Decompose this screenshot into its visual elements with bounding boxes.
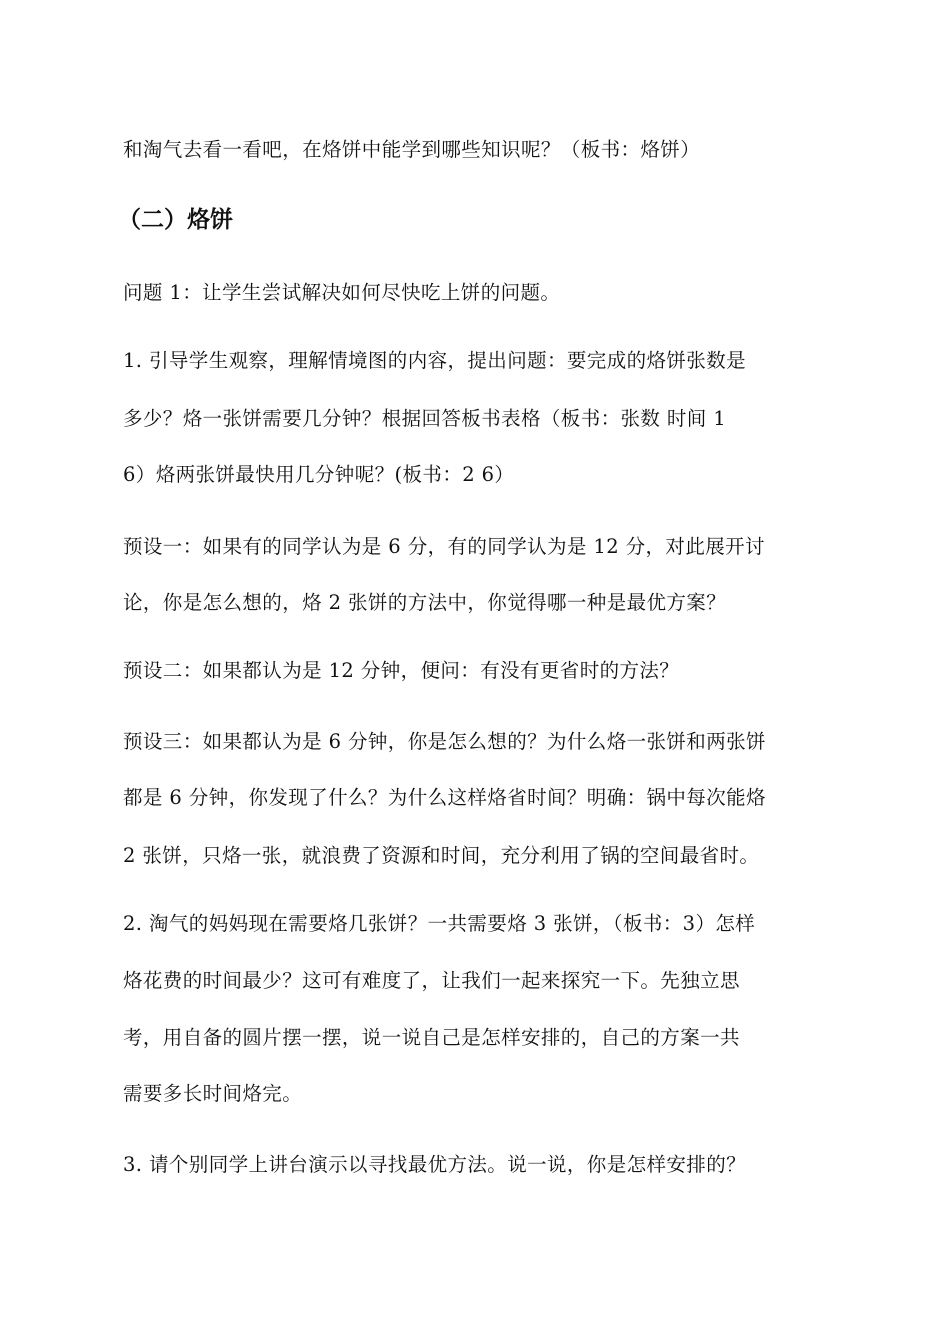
text-line: 问题 1：让学生尝试解决如何尽快吃上饼的问题。 bbox=[123, 281, 561, 304]
text-line: 3. 请个别同学上讲台演示以寻找最优方法。说一说，你是怎样安排的？ bbox=[123, 1153, 747, 1176]
text-line: 预设一：如果有的同学认为是 6 分，有的同学认为是 12 分，对此展开讨 bbox=[123, 535, 765, 558]
text-line: 都是 6 分钟，你发现了什么？为什么这样烙省时间？明确：锅中每次能烙 bbox=[123, 786, 766, 809]
text-line: 6）烙两张饼最快用几分钟呢？(板书：2 6） bbox=[123, 463, 515, 486]
text-line: 和淘气去看一看吧，在烙饼中能学到哪些知识呢？（板书：烙饼） bbox=[123, 138, 701, 161]
text-line: 预设三：如果都认为是 6 分钟，你是怎么想的？为什么烙一张饼和两张饼 bbox=[123, 730, 766, 753]
text-line: 论，你是怎么想的，烙 2 张饼的方法中，你觉得哪一种是最优方案？ bbox=[123, 591, 727, 614]
text-line: 需要多长时间烙完。 bbox=[123, 1082, 303, 1105]
text-line: 多少？烙一张饼需要几分钟？根据回答板书表格（板书：张数 时间 1 bbox=[123, 407, 727, 430]
text-line: 考，用自备的圆片摆一摆，说一说自己是怎样安排的，自己的方案一共 bbox=[123, 1026, 740, 1049]
section-heading: （二）烙饼 bbox=[118, 207, 233, 233]
text-line: 2 张饼，只烙一张，就浪费了资源和时间，充分利用了锅的空间最省时。 bbox=[123, 844, 760, 867]
text-line: 1. 引导学生观察，理解情境图的内容，提出问题：要完成的烙饼张数是 bbox=[123, 349, 747, 372]
text-line: 预设二：如果都认为是 12 分钟，便问：有没有更省时的方法？ bbox=[123, 659, 680, 682]
text-line: 2. 淘气的妈妈现在需要烙几张饼？一共需要烙 3 张饼，（板书：3）怎样 bbox=[123, 912, 756, 935]
text-line: 烙花费的时间最少？这可有难度了，让我们一起来探究一下。先独立思 bbox=[123, 969, 740, 992]
